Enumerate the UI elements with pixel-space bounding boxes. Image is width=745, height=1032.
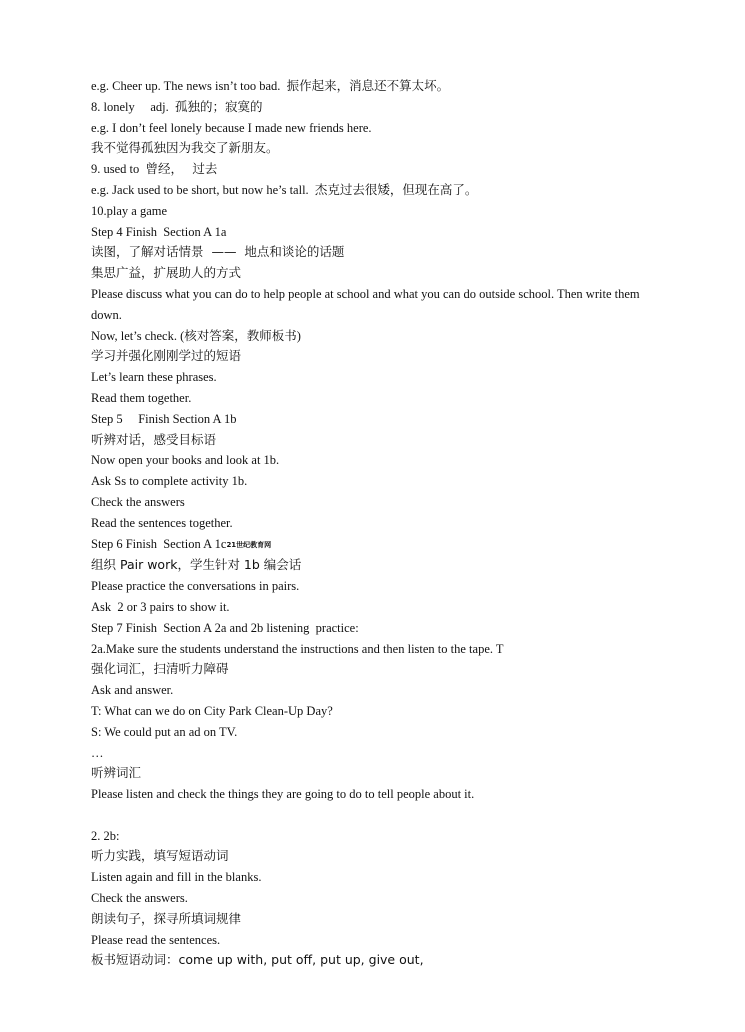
text-line [91,222,661,243]
line-text: e.g. Jack used to be short, but now he’s tall. 杰克过去很矮，但现在高了。 [91,182,478,197]
text-line [91,867,661,888]
line-text: 听辨词汇 [91,765,142,781]
line-text: Step 5 Finish Section A 1b [91,411,237,426]
text-line [91,846,661,867]
line-text: 2. 2b: [91,828,120,843]
line-text: Please practice the conversations in pairs. [91,579,300,594]
text-line [91,534,661,556]
line-text: Step 4 Finish Section A 1a [91,224,227,239]
line-text: Let’s learn these phrases. [91,370,217,385]
line-text: 9. used to 曾经， 过去 [91,162,218,177]
text-line [91,888,661,909]
text-line [91,118,661,139]
line-text: 我不觉得孤独因为我交了新朋友。 [91,140,279,156]
text-line [91,950,661,971]
text-line [91,680,661,701]
line-text: 朗读句子，探寻所填词规律 [91,910,242,926]
text-line [91,138,661,159]
text-line [91,367,661,388]
line-text: … [91,745,104,760]
text-line [91,97,661,118]
text-line [91,346,661,367]
line-text: Ask 2 or 3 pairs to show it. [91,599,230,614]
text-line [91,284,661,326]
line-text: Please read the sentences. [91,932,221,947]
text-line [91,826,661,847]
text-line [91,492,661,513]
text-line [91,597,661,618]
text-line [91,722,661,743]
line-text: 10.play a game [91,203,168,218]
line-text: 8. lonely adj. 孤独的；寂寞的 [91,99,263,114]
text-line [91,471,661,492]
text-line [91,909,661,930]
line-text: Step 6 Finish Section A 1c [91,536,227,551]
text-line [91,701,661,722]
text-line [91,659,661,680]
line-text: T: What can we do on City Park Clean-Up Day? [91,703,333,718]
text-line [91,430,661,451]
line-text: Please discuss what you can do to help people at school and what you can do outside school. Then write them down. [91,286,643,322]
line-text: Read the sentences together. [91,515,233,530]
line-text: 学习并强化刚刚学过的短语 [91,348,242,364]
text-line [91,784,661,805]
line-text: Now, let’s check. (核对答案，教师板书) [91,328,301,343]
line-text: 强化词汇，扫清听力障碍 [91,661,229,677]
text-line [91,763,661,784]
text-line [91,263,661,284]
text-line [91,388,661,409]
text-line [91,618,661,639]
line-text: 读图，了解对话情景 —— 地点和谈论的话题 [91,244,345,260]
line-text: S: We could put an ad on TV. [91,724,238,739]
line-text: 听辨对话，感受目标语 [91,431,217,447]
line-text: Please listen and check the things they are going to do to tell people about it. [91,787,475,802]
line-text: Step 7 Finish Section A 2a and 2b listening practice: [91,620,359,635]
line-text: e.g. I don’t feel lonely because I made new friends here. [91,120,372,135]
line-text: 听力实践，填写短语动词 [91,848,229,864]
text-line [91,159,661,180]
text-line [91,555,661,576]
line-text: Read them together. [91,390,192,405]
text-line [91,76,661,97]
line-text: 板书短语动词：come up with, put off, put up, give out, [91,952,424,968]
line-text: e.g. Cheer up. The news isn’t too bad. 振作起来，消息还不算太坏。 [91,79,450,93]
line-text: 组织 Pair work，学生针对 1b 编会话 [91,557,302,573]
text-line [91,242,661,263]
line-text: Check the answers [91,494,185,509]
text-line [91,409,661,430]
line-text: Now open your books and look at 1b. [91,453,280,468]
blank-line [91,805,661,826]
text-line [91,930,661,951]
line-text: Listen again and fill in the blanks. [91,870,262,885]
text-line [91,743,661,764]
text-line [91,180,661,201]
text-line [91,201,661,222]
text-line [91,513,661,534]
line-text: Check the answers. [91,891,188,906]
text-line [91,576,661,597]
line-text: 2a.Make sure the students understand the instructions and then listen to the tape. T [91,641,504,656]
line-text: Ask and answer. [91,683,174,698]
line-text: 集思广益，扩展助人的方式 [91,265,242,281]
document-body [91,76,661,971]
text-line [91,450,661,471]
text-line [91,639,661,660]
watermark-text: 21世纪教育网 [226,540,272,549]
line-text: Ask Ss to complete activity 1b. [91,474,248,489]
text-line [91,326,661,347]
